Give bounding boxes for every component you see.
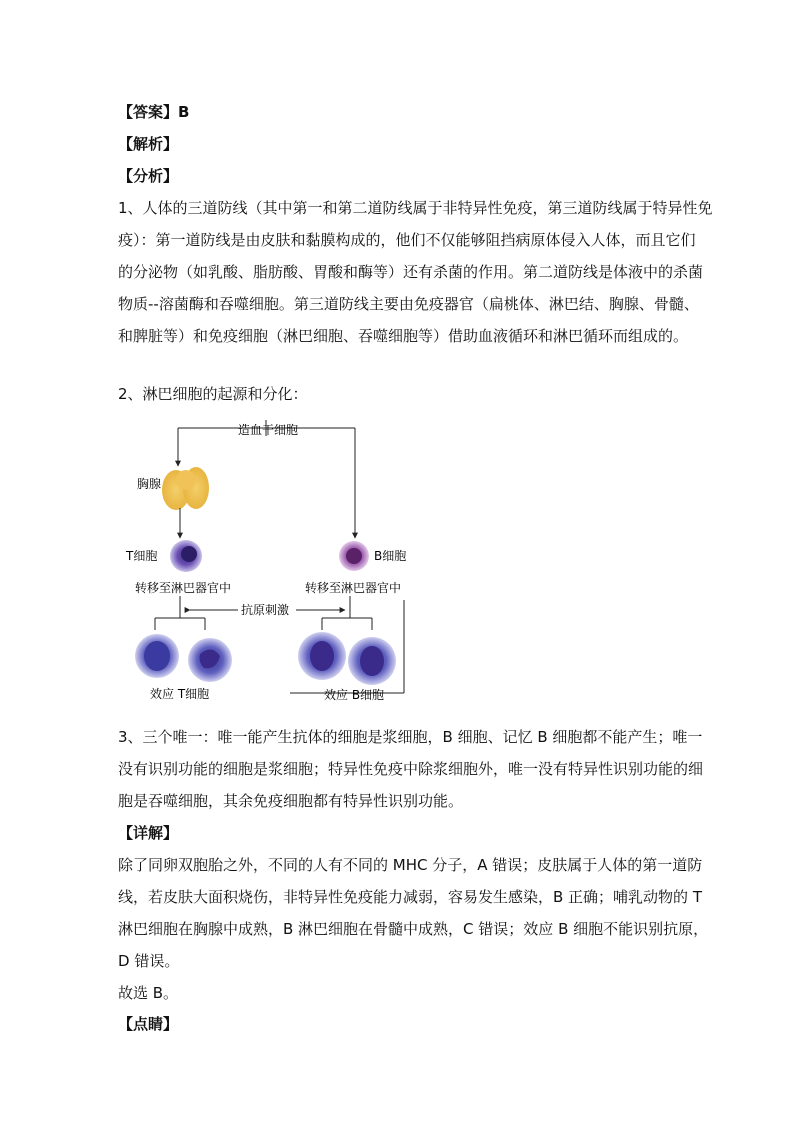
stem-cell-label: 造血干细胞 xyxy=(238,423,299,437)
para4-line: 淋巴细胞在胸腺中成熟，B 淋巴细胞在骨髓中成熟，C 错误；效应 B 细胞不能识别抗原， xyxy=(118,920,709,938)
t-cell-icon xyxy=(170,540,202,572)
answer-heading: 【答案】B xyxy=(118,103,190,121)
para1-line: 1、人体的三道防线（其中第一和第二道防线属于非特异性免疫，第三道防线属于特异性免 xyxy=(118,199,713,217)
effector-b-cell-icon xyxy=(298,632,346,680)
para1-line: 疫）：第一道防线是由皮肤和黏膜构成的，他们不仅能够阻挡病原体侵入人体，而且它们 xyxy=(118,231,696,249)
key-point-heading: 【点睛】 xyxy=(118,1015,179,1033)
para3-line: 胞是吞噬细胞，其余免疫细胞都有特异性识别功能。 xyxy=(118,792,464,810)
para3-line: 3、三个唯一：唯一能产生抗体的细胞是浆细胞，B 细胞、记忆 B 细胞都不能产生；唯一 xyxy=(118,728,703,746)
para1-line: 和脾脏等）和免疫细胞（淋巴细胞、吞噬细胞等）借助血液循环和淋巴循环而组成的。 xyxy=(118,327,689,345)
effector-t-cell-icon xyxy=(188,638,232,682)
antigen-label: 抗原刺激 xyxy=(241,603,290,617)
analysis-heading: 【解析】 xyxy=(118,135,179,153)
effector-t-cell-icon xyxy=(135,634,179,678)
breakdown-heading: 【分析】 xyxy=(118,167,179,185)
thymus-label: 胸腺 xyxy=(137,477,162,491)
para1-line: 物质--溶菌酶和吞噬细胞。第三道防线主要由免疫器官（扁桃体、淋巴结、胸腺、骨髓、 xyxy=(118,295,699,313)
t-cell-label: T细胞 xyxy=(126,549,158,563)
detail-heading: 【详解】 xyxy=(118,824,179,842)
transfer-label-right: 转移至淋巴器官中 xyxy=(305,581,402,595)
effector-b-cell-icon xyxy=(348,637,396,685)
para3-line: 没有识别功能的细胞是浆细胞；特异性免疫中除浆细胞外，唯一没有特异性识别功能的细 xyxy=(118,760,704,778)
lymphocyte-diagram xyxy=(0,408,794,718)
para2-line: 2、淋巴细胞的起源和分化： xyxy=(118,385,308,403)
conclusion-text: 故选 B。 xyxy=(118,984,179,1002)
thymus-icon xyxy=(162,467,209,510)
effector-t-label: 效应 T细胞 xyxy=(150,687,210,701)
para4-line: 除了同卵双胞胎之外，不同的人有不同的 MHC 分子，A 错误；皮肤属于人体的第一道防 xyxy=(118,856,703,874)
para4-line: D 错误。 xyxy=(118,952,180,970)
transfer-label-left: 转移至淋巴器官中 xyxy=(135,581,232,595)
b-cell-label: B细胞 xyxy=(374,549,407,563)
para1-line: 的分泌物（如乳酸、脂肪酸、胃酸和酶等）还有杀菌的作用。第二道防线是体液中的杀菌 xyxy=(118,263,704,281)
para4-line: 线，若皮肤大面积烧伤，非特异性免疫能力减弱，容易发生感染，B 正确；哺乳动物的 T xyxy=(118,888,702,906)
b-cell-icon xyxy=(339,541,369,571)
effector-b-label: 效应 B细胞 xyxy=(324,688,385,702)
